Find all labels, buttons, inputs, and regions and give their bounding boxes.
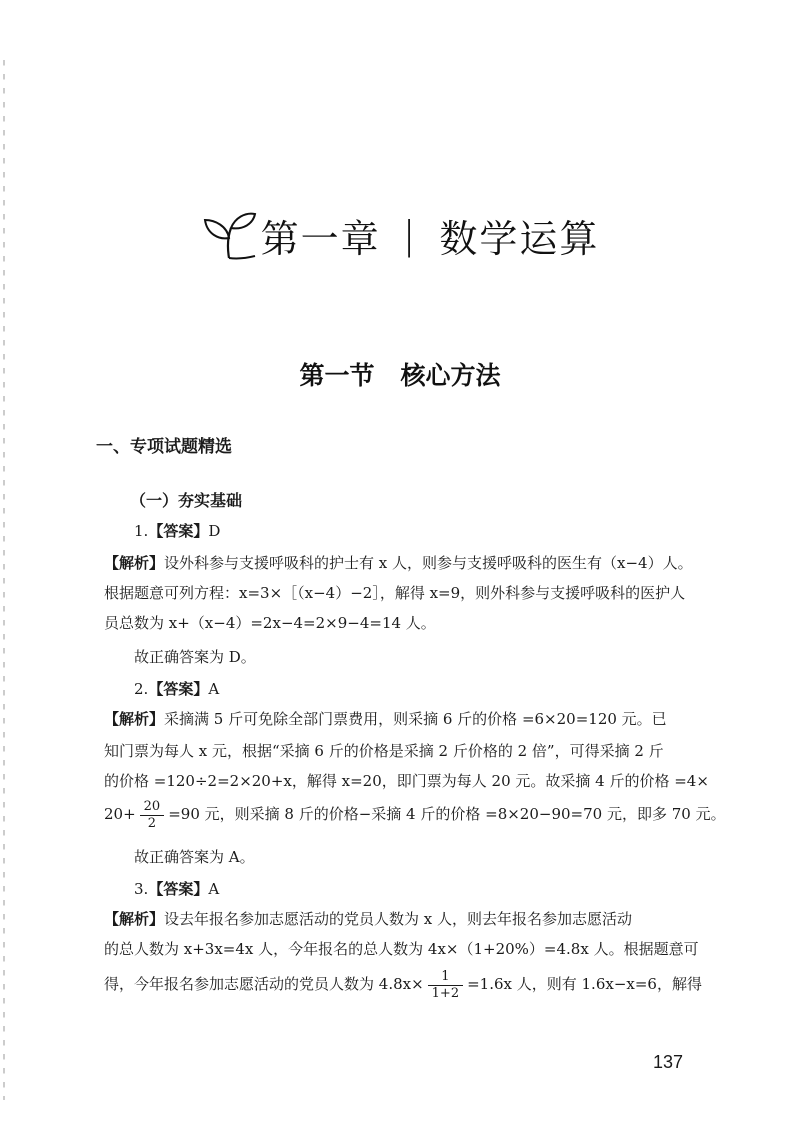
answer-value: A: [208, 680, 220, 698]
question-1-analysis-line: 【解析】设外科参与支援呼吸科的护士有 x 人，则参与支援呼吸科的医生有（x−4）人。: [104, 554, 693, 572]
question-2-analysis-line: 知门票为每人 x 元，根据“采摘 6 斤的价格是采摘 2 斤价格的 2 倍”，可得采摘 2 斤: [104, 742, 664, 760]
section-title: [0, 356, 800, 392]
question-3-analysis-line: 【解析】设去年报名参加志愿活动的党员人数为 x 人，则去年报名参加志愿活动: [104, 910, 633, 928]
question-3-fraction-line: 得，今年报名参加志愿活动的党员人数为 4.8x× $\frac{1}{1+2}$ =1.6x 人，则有 1.6x−x=6，解得: [104, 968, 702, 1001]
chapter-name: 数学运算: [439, 216, 600, 261]
question-2-analysis-line: 的价格 =120÷2=2×20+x，解得 x=20，即门票为每人 20 元。故采摘 4 斤的价格 =4×: [104, 772, 709, 790]
question-2-conclusion: 故正确答案为 A。: [134, 848, 255, 866]
answer-value: A: [208, 880, 220, 898]
subsection-heading: （一）夯实基础: [130, 491, 243, 510]
answer-tag: 【答案】: [148, 880, 209, 898]
section-name: 核心方法: [400, 361, 501, 390]
fraction: $\frac{20}{2}$: [140, 799, 165, 832]
analysis-tag: 【解析】: [104, 710, 165, 728]
question-2-analysis-line: 【解析】采摘满 5 斤可免除全部门票费用，则采摘 6 斤的价格 =6×20=120 元。已: [104, 710, 667, 728]
answer-tag: 【答案】: [148, 522, 209, 540]
fraction: $\frac{1}{1+2}$: [428, 969, 463, 1002]
chapter-title: [0, 200, 800, 270]
section-number: 第一节: [299, 361, 375, 390]
part-heading: 一、专项试题精选: [96, 437, 232, 457]
chapter-label: 第一章: [260, 216, 381, 261]
question-1-conclusion: 故正确答案为 D。: [134, 648, 256, 666]
question-1-answer: 1.【答案】D: [134, 522, 221, 540]
question-2-fraction-line: 20+ $\frac{20}{2}$ =90 元，则采摘 8 斤的价格−采摘 4 斤的价格 =8×20−90=70 元，即多 70 元。: [104, 798, 726, 831]
question-2-answer: 2.【答案】A: [134, 680, 220, 698]
sprout-icon: [201, 208, 257, 262]
question-3-answer: 3.【答案】A: [134, 880, 220, 898]
answer-value: D: [208, 522, 221, 540]
answer-tag: 【答案】: [148, 680, 209, 698]
question-1-analysis-line: 员总数为 x+（x−4）=2x−4=2×9−4=14 人。: [104, 614, 436, 632]
question-1-analysis-line: 根据题意可列方程：x=3×［（x−4）−2］，解得 x=9，则外科参与支援呼吸科的医护人: [104, 584, 686, 602]
chapter-separator: |: [402, 213, 418, 257]
analysis-tag: 【解析】: [104, 554, 165, 572]
page-number: 137: [653, 1052, 684, 1072]
question-3-analysis-line: 的总人数为 x+3x=4x 人，今年报名的总人数为 4x×（1+20%）=4.8x 人。根据题意可: [104, 940, 699, 958]
analysis-tag: 【解析】: [104, 910, 165, 928]
